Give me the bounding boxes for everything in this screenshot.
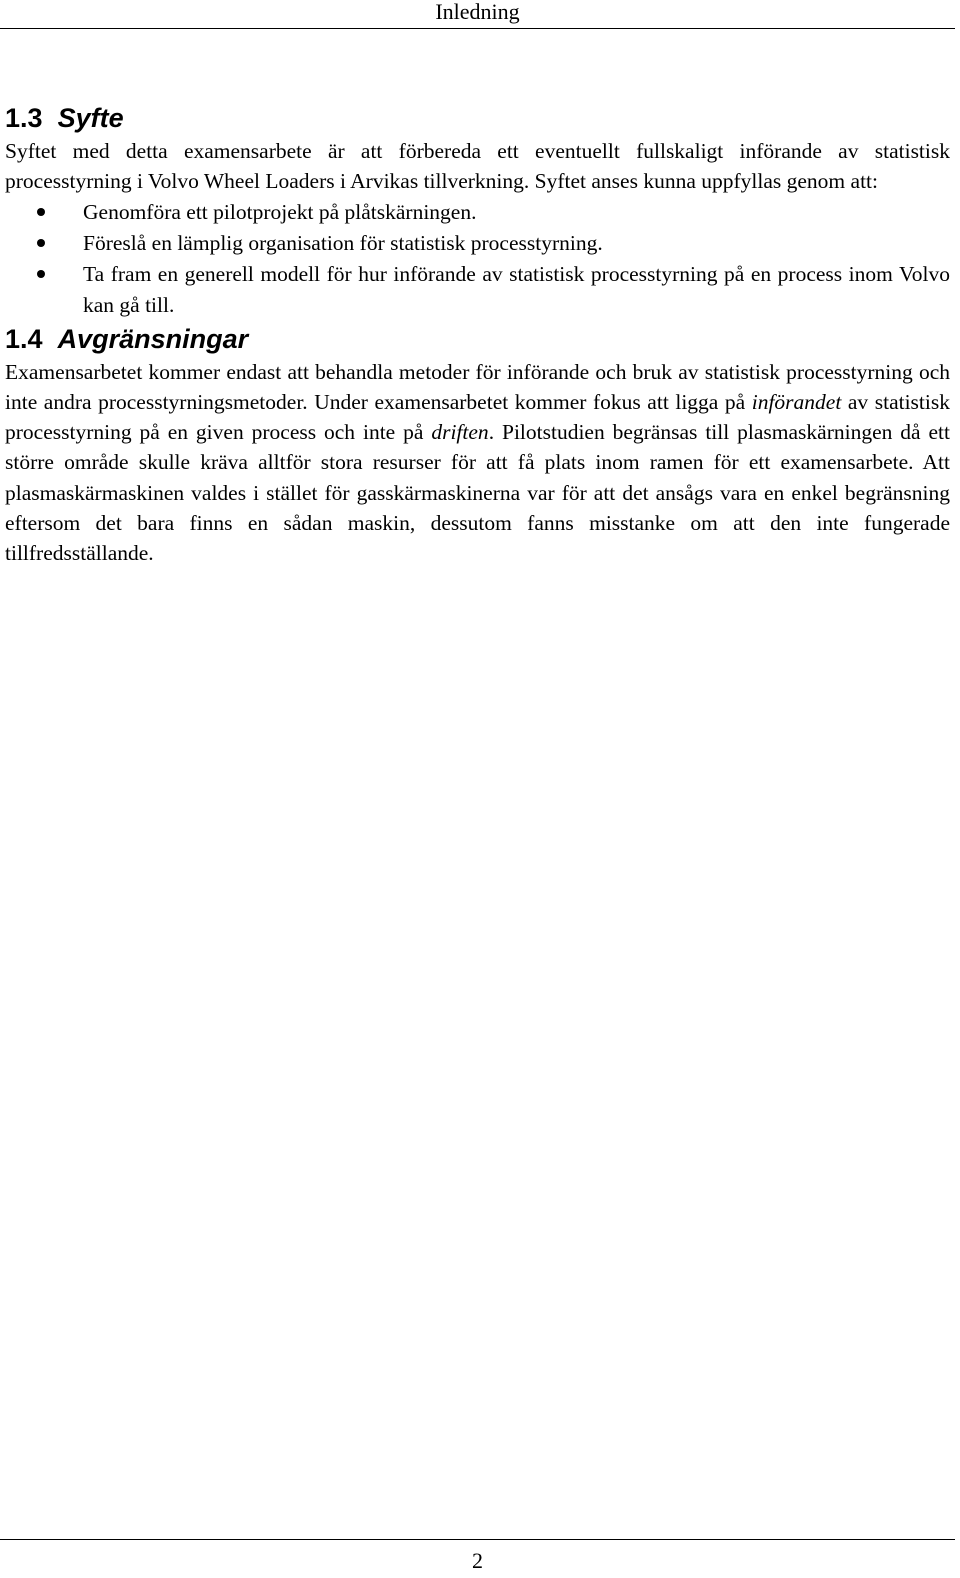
paragraph-text: . Pilotstudien begränsas till plasmaskärningen då ett större område skulle kräva alltför stora resurser för att få plats inom ramen för ett examensarbete. Att plasmaskärmaskinen valdes i stället för gasskärmaskinerna var för att det ansågs vara en enkel begränsning eftersom det bara finns en sådan maskin, dessutom fanns misstanke om att den inte fungerade tillfredsställande. <box>5 420 950 566</box>
paragraph-text: Examensarbetet kommer endast att behandla metoder för införande och bruk av statistisk processtyrning och inte andra processtyrningsmetoder. Under examensarbetet kommer fokus att ligga på <box>5 359 950 414</box>
list-item <box>5 197 950 228</box>
list-item <box>5 259 950 321</box>
page-content <box>5 100 950 569</box>
running-footer <box>0 1539 955 1578</box>
bullet-icon <box>37 208 45 216</box>
section-number: 1.4 <box>5 323 43 354</box>
syfte-paragraph: Syftet med detta examensarbete är att förbereda ett eventuellt fullskaligt införande av statistisk processtyrning i Volvo Wheel Loaders i Arvikas tillverkning. Syftet anses kunna uppfyllas genom att: <box>5 139 950 194</box>
header-title: Inledning <box>435 0 520 24</box>
list-item-text: Föreslå en lämplig organisation för statistisk processtyrning. <box>83 230 603 255</box>
bullet-icon <box>37 270 45 278</box>
section-heading-avgransningar <box>5 321 950 357</box>
bullet-icon <box>37 239 45 247</box>
section-number: 1.3 <box>5 103 43 133</box>
page-number: 2 <box>472 1548 483 1573</box>
avgransningar-paragraph <box>5 357 950 569</box>
running-header <box>0 0 955 29</box>
list-item-text: Ta fram en generell modell för hur införande av statistisk processtyrning på en process inom Volvo kan gå till. <box>83 261 950 317</box>
section-title: Syfte <box>57 103 124 133</box>
section-title: Avgränsningar <box>57 323 249 354</box>
paragraph-text: av statistisk processtyrning på en given process och inte på <box>5 389 950 445</box>
emphasis-text: driften <box>431 420 489 445</box>
emphasis-text: införandet <box>751 389 842 414</box>
list-item <box>5 228 950 259</box>
section-heading-syfte <box>5 100 950 136</box>
list-item-text: Genomföra ett pilotprojekt på plåtskärningen. <box>83 199 477 224</box>
syfte-bullet-list <box>5 197 950 321</box>
